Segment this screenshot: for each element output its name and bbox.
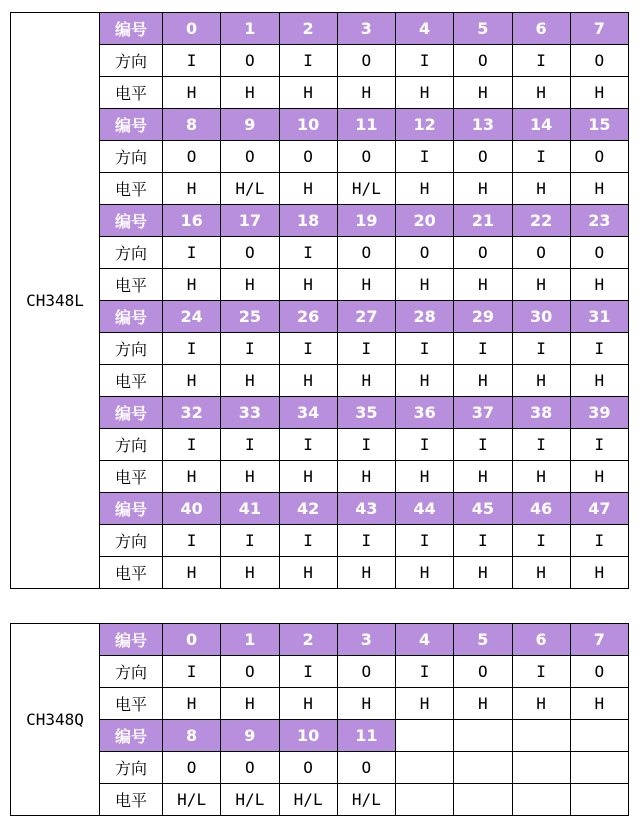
number-row (11, 397, 629, 429)
pin-direction-cell: I (512, 429, 570, 461)
pin-number-cell: 30 (512, 301, 570, 333)
pin-direction-cell: I (570, 429, 628, 461)
level-label: 电平 (100, 688, 163, 720)
pin-level-cell: H (163, 557, 221, 589)
direction-label: 方向 (100, 429, 163, 461)
pin-direction-cell: O (454, 45, 512, 77)
direction-row (11, 237, 629, 269)
direction-label: 方向 (100, 525, 163, 557)
pin-number-cell: 4 (396, 13, 454, 45)
pin-direction-cell: I (279, 45, 337, 77)
pin-number-cell: 33 (221, 397, 279, 429)
pin-number-cell: 13 (454, 109, 512, 141)
direction-row (11, 752, 629, 784)
pin-level-cell: H (512, 77, 570, 109)
number-row (11, 109, 629, 141)
pin-direction-cell: I (512, 333, 570, 365)
pin-direction-cell: O (337, 237, 395, 269)
level-label: 电平 (100, 365, 163, 397)
pin-level-cell: H (221, 461, 279, 493)
pin-level-cell: H (163, 461, 221, 493)
direction-label: 方向 (100, 45, 163, 77)
pin-level-cell: H (163, 173, 221, 205)
level-label: 电平 (100, 557, 163, 589)
pin-number-cell: 9 (221, 109, 279, 141)
pin-level-cell: H (163, 269, 221, 301)
pin-number-cell: 11 (337, 109, 395, 141)
pin-direction-cell: I (163, 656, 221, 688)
number-label: 编号 (100, 109, 163, 141)
pin-number-cell: 45 (454, 493, 512, 525)
pin-direction-cell: I (279, 237, 337, 269)
pin-number-cell: 18 (279, 205, 337, 237)
pin-direction-cell: O (337, 656, 395, 688)
level-row (11, 461, 629, 493)
pin-direction-cell: I (512, 525, 570, 557)
pin-direction-cell: O (163, 752, 221, 784)
pin-level-cell: H (279, 269, 337, 301)
pin-level-cell: H (570, 461, 628, 493)
direction-label: 方向 (100, 141, 163, 173)
pin-direction-cell: I (279, 656, 337, 688)
number-label: 编号 (100, 13, 163, 45)
pin-direction-cell: I (337, 429, 395, 461)
number-label: 编号 (100, 205, 163, 237)
pin-level-cell: H (570, 269, 628, 301)
pin-level-cell: H (163, 688, 221, 720)
pin-level-cell: H (163, 77, 221, 109)
direction-label: 方向 (100, 656, 163, 688)
pin-number-cell: 37 (454, 397, 512, 429)
pin-direction-cell: I (221, 333, 279, 365)
direction-label: 方向 (100, 333, 163, 365)
pin-level-cell: H (570, 173, 628, 205)
number-row (11, 13, 629, 45)
pin-number-cell: 39 (570, 397, 628, 429)
pin-level-cell: H (454, 77, 512, 109)
pin-level-cell: H (512, 688, 570, 720)
pin-number-cell: 35 (337, 397, 395, 429)
direction-row (11, 429, 629, 461)
pin-number-cell: 17 (221, 205, 279, 237)
pin-number-cell: 5 (454, 13, 512, 45)
pin-number-cell: 26 (279, 301, 337, 333)
pin-level-cell: H (570, 77, 628, 109)
pin-number-cell: 36 (396, 397, 454, 429)
direction-label: 方向 (100, 752, 163, 784)
pin-level-cell: H (279, 173, 337, 205)
pin-level-cell (396, 784, 454, 816)
pin-direction-cell: O (221, 141, 279, 173)
level-row (11, 557, 629, 589)
pin-direction-cell: I (163, 525, 221, 557)
pin-direction-cell (396, 752, 454, 784)
model-name: CH348Q (11, 624, 100, 816)
pin-direction-cell: O (396, 237, 454, 269)
direction-row (11, 525, 629, 557)
direction-row (11, 656, 629, 688)
pin-level-cell: H (512, 173, 570, 205)
pin-direction-cell: I (454, 525, 512, 557)
pin-direction-cell (570, 752, 628, 784)
pin-number-cell: 23 (570, 205, 628, 237)
pin-number-cell: 44 (396, 493, 454, 525)
pin-level-cell: H (337, 688, 395, 720)
pin-number-cell: 11 (337, 720, 395, 752)
pin-number-cell: 42 (279, 493, 337, 525)
pin-level-cell: H (163, 365, 221, 397)
pin-level-cell: H/L (337, 784, 395, 816)
pin-number-cell: 46 (512, 493, 570, 525)
pin-number-cell: 14 (512, 109, 570, 141)
number-row (11, 205, 629, 237)
pin-number-cell: 41 (221, 493, 279, 525)
pin-direction-cell: I (512, 656, 570, 688)
pin-number-cell: 4 (396, 624, 454, 656)
pin-number-cell: 31 (570, 301, 628, 333)
pin-direction-cell: I (221, 429, 279, 461)
number-label: 编号 (100, 301, 163, 333)
direction-row (11, 333, 629, 365)
pin-level-cell: H (512, 557, 570, 589)
pin-level-cell: H (337, 365, 395, 397)
ch348l-pin-table (10, 12, 629, 589)
number-row (11, 493, 629, 525)
level-label: 电平 (100, 269, 163, 301)
pin-direction-cell: O (337, 141, 395, 173)
pin-level-cell: H (454, 461, 512, 493)
pin-number-cell: 10 (279, 109, 337, 141)
pin-direction-cell: I (570, 525, 628, 557)
pin-level-cell: H (396, 77, 454, 109)
pin-direction-cell: O (454, 656, 512, 688)
pin-level-cell: H (396, 688, 454, 720)
pin-level-cell: H (279, 77, 337, 109)
pin-level-cell: H (279, 461, 337, 493)
pin-direction-cell: O (279, 752, 337, 784)
pin-number-cell: 9 (221, 720, 279, 752)
number-row (11, 624, 629, 656)
pin-number-cell: 16 (163, 205, 221, 237)
pin-direction-cell: I (454, 429, 512, 461)
pin-number-cell (512, 720, 570, 752)
pin-level-cell: H (396, 173, 454, 205)
pin-direction-cell: O (570, 45, 628, 77)
direction-row (11, 45, 629, 77)
ch348q-pin-table (10, 623, 629, 816)
pin-direction-cell: O (454, 237, 512, 269)
pin-number-cell: 12 (396, 109, 454, 141)
number-label: 编号 (100, 397, 163, 429)
pin-number-cell: 27 (337, 301, 395, 333)
pin-level-cell: H (337, 557, 395, 589)
pin-direction-cell: O (221, 45, 279, 77)
level-row (11, 173, 629, 205)
pin-direction-cell: I (512, 141, 570, 173)
pin-level-cell: H/L (279, 784, 337, 816)
pin-level-cell: H (570, 365, 628, 397)
pin-level-cell: H (396, 557, 454, 589)
pin-level-cell: H (221, 269, 279, 301)
pin-number-cell: 10 (279, 720, 337, 752)
level-row (11, 784, 629, 816)
pin-number-cell: 21 (454, 205, 512, 237)
pin-number-cell: 2 (279, 624, 337, 656)
pin-number-cell: 1 (221, 624, 279, 656)
level-label: 电平 (100, 173, 163, 205)
pin-number-cell: 29 (454, 301, 512, 333)
level-label: 电平 (100, 784, 163, 816)
pin-direction-cell: I (396, 656, 454, 688)
pin-level-cell: H (221, 688, 279, 720)
pin-level-cell: H (454, 365, 512, 397)
level-row (11, 77, 629, 109)
direction-label: 方向 (100, 237, 163, 269)
number-row (11, 301, 629, 333)
pin-level-cell: H (454, 269, 512, 301)
number-label: 编号 (100, 624, 163, 656)
pin-direction-cell: I (279, 333, 337, 365)
pin-level-cell: H (396, 365, 454, 397)
pin-direction-cell: O (163, 141, 221, 173)
pin-number-cell (454, 720, 512, 752)
pin-direction-cell: I (163, 333, 221, 365)
pin-level-cell: H (396, 461, 454, 493)
pin-level-cell (570, 784, 628, 816)
pin-number-cell: 8 (163, 720, 221, 752)
pin-level-cell: H (454, 173, 512, 205)
pin-level-cell: H (279, 557, 337, 589)
pin-level-cell: H (454, 688, 512, 720)
pin-direction-cell: I (279, 429, 337, 461)
pin-number-cell: 20 (396, 205, 454, 237)
pin-number-cell (396, 720, 454, 752)
pin-direction-cell: O (279, 141, 337, 173)
pin-direction-cell: I (337, 525, 395, 557)
pin-level-cell: H (337, 461, 395, 493)
pin-direction-cell: O (221, 656, 279, 688)
pin-direction-cell (512, 752, 570, 784)
direction-row (11, 141, 629, 173)
pin-direction-cell (454, 752, 512, 784)
pin-level-cell: H/L (221, 784, 279, 816)
pin-level-cell: H (396, 269, 454, 301)
pin-number-cell: 47 (570, 493, 628, 525)
pin-number-cell: 7 (570, 624, 628, 656)
pin-level-cell: H (512, 365, 570, 397)
pin-level-cell: H (454, 557, 512, 589)
model-name: CH348L (11, 13, 100, 589)
pin-direction-cell: I (396, 45, 454, 77)
pin-direction-cell: I (396, 525, 454, 557)
pin-level-cell (454, 784, 512, 816)
pin-level-cell: H (279, 688, 337, 720)
pin-direction-cell: I (279, 525, 337, 557)
pin-level-cell: H (570, 688, 628, 720)
level-label: 电平 (100, 461, 163, 493)
pin-level-cell: H/L (221, 173, 279, 205)
pin-number-cell: 6 (512, 13, 570, 45)
pin-number-cell: 1 (221, 13, 279, 45)
level-label: 电平 (100, 77, 163, 109)
number-label: 编号 (100, 720, 163, 752)
pin-number-cell: 32 (163, 397, 221, 429)
pin-level-cell: H/L (337, 173, 395, 205)
pin-direction-cell: I (570, 333, 628, 365)
pin-direction-cell: I (163, 429, 221, 461)
pin-number-cell: 38 (512, 397, 570, 429)
pin-level-cell: H (279, 365, 337, 397)
pin-direction-cell: I (396, 141, 454, 173)
pin-number-cell: 8 (163, 109, 221, 141)
level-row (11, 688, 629, 720)
pin-direction-cell: I (454, 333, 512, 365)
pin-number-cell: 22 (512, 205, 570, 237)
pin-number-cell: 34 (279, 397, 337, 429)
pin-direction-cell: O (221, 752, 279, 784)
pin-number-cell: 2 (279, 13, 337, 45)
pin-level-cell (512, 784, 570, 816)
pin-number-cell: 24 (163, 301, 221, 333)
pin-direction-cell: I (396, 333, 454, 365)
level-row (11, 365, 629, 397)
number-label: 编号 (100, 493, 163, 525)
pin-level-cell: H (512, 461, 570, 493)
pin-number-cell: 28 (396, 301, 454, 333)
level-row (11, 269, 629, 301)
pin-direction-cell: I (396, 429, 454, 461)
pin-number-cell: 7 (570, 13, 628, 45)
pin-number-cell: 40 (163, 493, 221, 525)
pin-level-cell: H (221, 77, 279, 109)
pin-number-cell (570, 720, 628, 752)
pin-number-cell: 19 (337, 205, 395, 237)
pin-number-cell: 15 (570, 109, 628, 141)
pin-level-cell: H (337, 77, 395, 109)
number-row (11, 720, 629, 752)
pin-level-cell: H (570, 557, 628, 589)
pin-number-cell: 0 (163, 13, 221, 45)
pin-direction-cell: O (454, 141, 512, 173)
pin-number-cell: 5 (454, 624, 512, 656)
pin-direction-cell: O (570, 656, 628, 688)
pin-direction-cell: O (570, 141, 628, 173)
pin-number-cell: 0 (163, 624, 221, 656)
pin-level-cell: H (512, 269, 570, 301)
pin-number-cell: 3 (337, 624, 395, 656)
pin-level-cell: H (221, 557, 279, 589)
pin-direction-cell: O (337, 45, 395, 77)
pin-direction-cell: O (570, 237, 628, 269)
pin-direction-cell: O (221, 237, 279, 269)
pin-number-cell: 43 (337, 493, 395, 525)
pin-number-cell: 6 (512, 624, 570, 656)
pin-direction-cell: I (221, 525, 279, 557)
pin-number-cell: 25 (221, 301, 279, 333)
pin-direction-cell: I (163, 237, 221, 269)
pin-level-cell: H (221, 365, 279, 397)
pin-level-cell: H/L (163, 784, 221, 816)
pin-direction-cell: I (512, 45, 570, 77)
pin-level-cell: H (337, 269, 395, 301)
pin-direction-cell: O (337, 752, 395, 784)
pin-direction-cell: O (512, 237, 570, 269)
pin-number-cell: 3 (337, 13, 395, 45)
pin-direction-cell: I (337, 333, 395, 365)
pin-direction-cell: I (163, 45, 221, 77)
